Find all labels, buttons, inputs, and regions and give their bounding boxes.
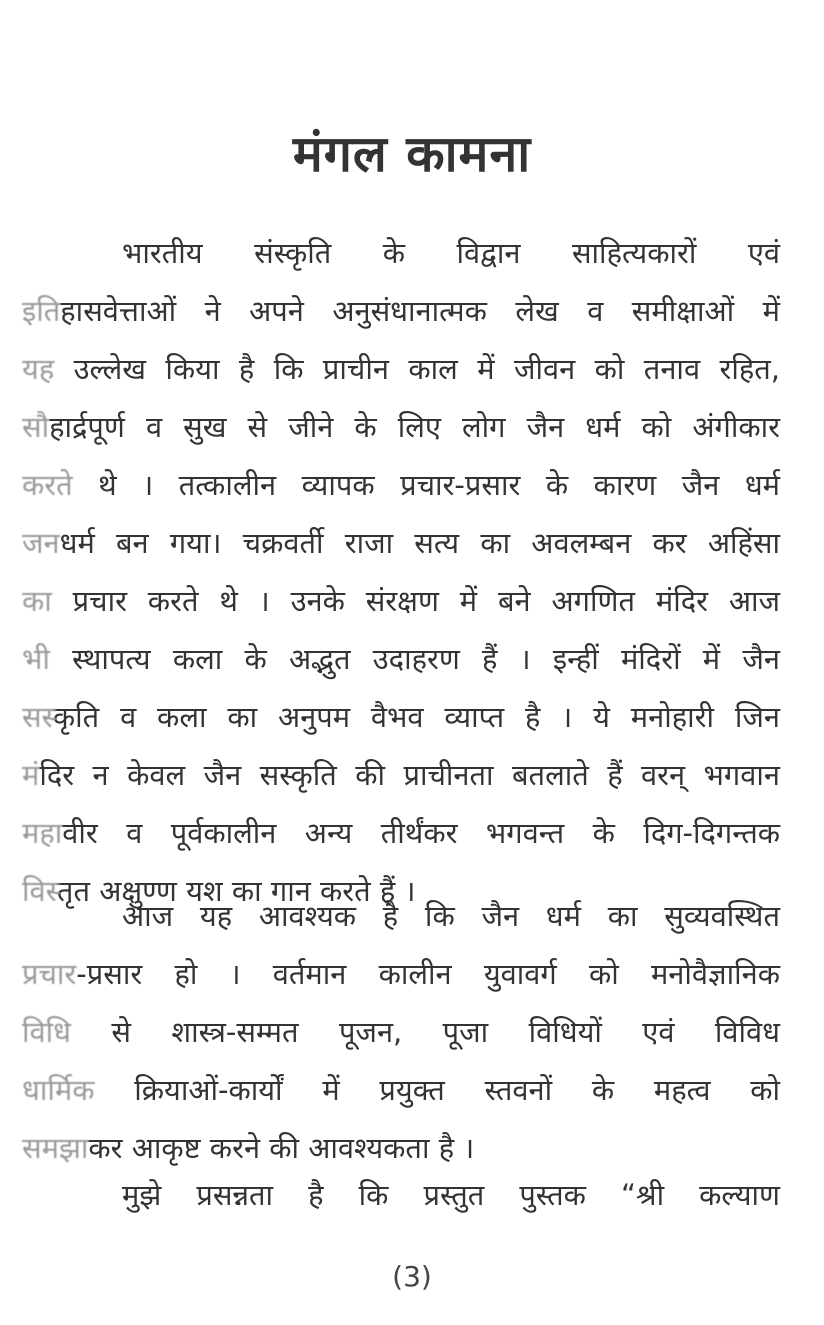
text-line: समझाकर आकृष्ट करने की आवश्यकता है । (22, 1131, 475, 1165)
text-line: विस्तृत अक्षुण्ण यश का गान करते हैं । (22, 874, 416, 908)
text-line: करते थे । तत्कालीन व्यापक प्रचार-प्रसार के कारण जैन धर्म (22, 468, 780, 502)
text-line: धार्मिक क्रियाओं-कार्यों में प्रयुक्त स्तवनों के महत्व को (22, 1073, 780, 1107)
paragraph-3 (22, 1166, 780, 1224)
paragraph-1 (22, 224, 780, 920)
text-line: भारतीय संस्कृति के विद्वान साहित्यकारों एवं (122, 236, 780, 270)
text-line: सस्कृति व कला का अनुपम वैभव व्याप्त है । ये मनोहारी जिन (22, 700, 780, 734)
page-title: मंगल कामना (292, 125, 532, 183)
page-number: (3) (392, 1260, 432, 1293)
text-line: आज यह आवश्यक है कि जैन धर्म का सुव्यवस्थित (122, 899, 780, 933)
text-line: यह उल्लेख किया है कि प्राचीन काल में जीवन को तनाव रहित, (22, 352, 780, 386)
text-line: इतिहासवेत्ताओं ने अपने अनुसंधानात्मक लेख व समीक्षाओं में (22, 294, 780, 328)
text-line: भी स्थापत्य कला के अद्भुत उदाहरण हैं । इन्हीं मंदिरों में जैन (22, 642, 780, 676)
text-line: मुझे प्रसन्नता है कि प्रस्तुत पुस्तक “श्री कल्याण (122, 1178, 780, 1212)
text-line: मंदिर न केवल जैन सस्कृति की प्राचीनता बतलाते हैं वरन् भगवान (22, 758, 780, 792)
paragraph-2 (22, 887, 780, 1177)
text-line: जनधर्म बन गया। चक्रवर्ती राजा सत्य का अवलम्बन कर अहिंसा (22, 526, 780, 560)
text-line: प्रचार-प्रसार हो । वर्तमान कालीन युवावर्ग को मनोवैज्ञानिक (22, 957, 780, 991)
text-line: सौहार्द्रपूर्ण व सुख से जीने के लिए लोग जैन धर्म को अंगीकार (22, 410, 780, 444)
text-line: का प्रचार करते थे । उनके संरक्षण में बने अगणित मंदिर आज (22, 584, 780, 618)
text-line: महावीर व पूर्वकालीन अन्य तीर्थंकर भगवन्त के दिग-दिगन्तक (22, 816, 780, 850)
text-line: विधि से शास्त्र-सम्मत पूजन, पूजा विधियों एवं विविध (22, 1015, 780, 1049)
